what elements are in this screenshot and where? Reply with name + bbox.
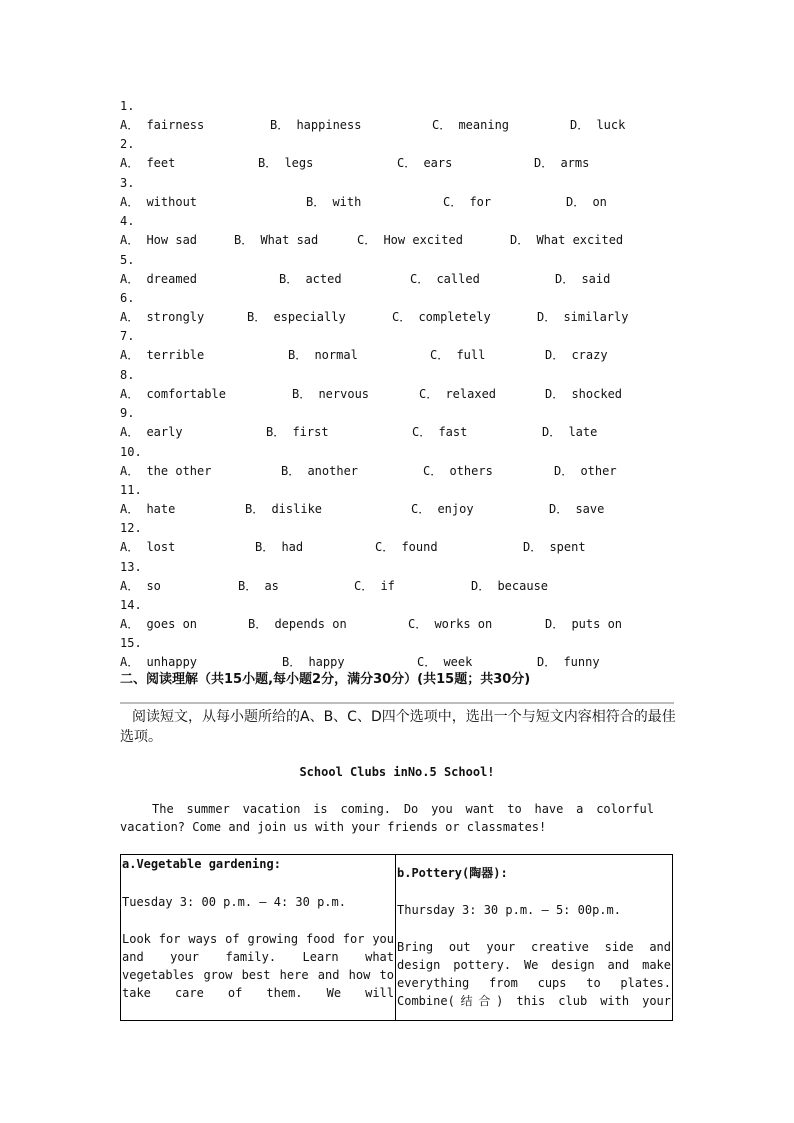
option-a[interactable]: A． comfortable [120,386,226,401]
question-item [120,519,680,557]
option-row [120,615,680,634]
option-row [120,116,680,135]
option-c[interactable]: C． works on [408,617,493,632]
option-d[interactable]: D． because [471,578,549,593]
option-b[interactable]: B． What sad [234,233,319,248]
question-item [120,481,680,519]
option-c[interactable]: C． meaning [432,118,510,132]
question-number: 14. [120,598,142,613]
option-d[interactable]: D． What excited [510,233,624,248]
question-item [120,443,680,481]
question-number: 8. [120,367,135,382]
club-time: Thursday 3: 30 p.m. – 5: 00p.m. [397,903,621,917]
option-c[interactable]: C． fast [412,425,468,440]
option-a[interactable]: A． unhappy [120,655,198,670]
option-b[interactable]: B． especially [247,309,346,324]
option-b[interactable]: B． as [238,578,279,593]
option-c[interactable]: C． ears [397,156,453,171]
club-description: Look for ways of growing food for you and your family. Learn what vegetables grow best here and how to take care of them. We will [122,932,394,1000]
question-item [120,404,680,442]
question-item [120,558,680,596]
question-number: 7. [120,329,135,344]
option-row [120,423,680,442]
question-item [120,251,680,289]
question-item [120,596,680,634]
intro-paragraph: The summer vacation is coming. Do you want to have a colorful vacation? Come and join us with your friends or classmates! [120,802,654,834]
option-a[interactable]: A． without [120,194,198,209]
option-c[interactable]: C． others [423,463,493,478]
option-row [120,538,680,557]
clubs-table [120,854,673,1021]
option-b[interactable]: B． first [266,425,329,440]
option-d[interactable]: D． other [554,463,617,478]
question-number: 4. [120,214,135,229]
option-d[interactable]: D． crazy [545,348,608,363]
option-b[interactable]: B． dislike [245,501,323,516]
option-c[interactable]: C． How excited [357,233,463,248]
option-d[interactable]: D． puts on [545,617,623,632]
option-row [120,154,680,173]
question-number: 5. [120,252,135,267]
table-row [121,855,673,1021]
question-number: 1. [120,99,135,113]
option-a[interactable]: A． goes on [120,617,198,632]
section-divider [120,702,674,704]
option-a[interactable]: A． fairness [120,118,205,132]
option-a[interactable]: A． early [120,425,183,440]
option-d[interactable]: D． save [549,501,605,516]
option-b[interactable]: B． happy [282,655,345,670]
option-a[interactable]: A． so [120,578,161,593]
option-c[interactable]: C． relaxed [419,386,497,401]
option-b[interactable]: B． normal [288,348,358,363]
option-b[interactable]: B． acted [279,271,342,286]
section-heading: 二、阅读理解（共15小题,每小题2分，满分30分）(共15题；共30分) [120,672,531,687]
option-c[interactable]: C． called [410,271,480,286]
option-b[interactable]: B． had [255,540,304,555]
question-item [120,289,680,327]
question-number: 10. [120,444,142,459]
option-row [120,231,680,250]
option-d[interactable]: D． similarly [537,309,629,324]
option-c[interactable]: C． enjoy [411,501,474,516]
option-a[interactable]: A． strongly [120,309,205,324]
club-heading: b.Pottery(陶器): [397,866,508,880]
option-a[interactable]: A． How sad [120,233,198,248]
question-item [120,174,680,212]
question-number: 2. [120,137,135,152]
option-a[interactable]: A． feet [120,156,176,171]
option-a[interactable]: A． the other [120,463,212,478]
club-time: Tuesday 3: 00 p.m. – 4: 30 p.m. [122,895,346,909]
option-b[interactable]: B． another [281,463,359,478]
question-item [120,212,680,250]
option-d[interactable]: D． arms [534,156,590,171]
reading-instructions: 阅读短文，从每小题所给的A、B、C、D四个选项中，选出一个与短文内容相符合的最佳选项。 [120,709,676,745]
question-number: 9. [120,406,135,421]
option-b[interactable]: B． with [306,194,362,209]
option-a[interactable]: A． lost [120,540,176,555]
passage-intro [120,800,654,836]
option-c[interactable]: C． completely [392,309,491,324]
option-d[interactable]: D． shocked [545,386,623,401]
option-a[interactable]: A． terrible [120,348,205,363]
question-item [120,97,680,135]
question-number: 6. [120,290,135,305]
question-number: 11. [120,482,142,497]
option-c[interactable]: C． if [354,578,395,593]
club-cell-vegetable [121,855,396,1021]
question-number: 15. [120,636,142,651]
option-b[interactable]: B． legs [258,156,314,171]
option-c[interactable]: C． week [417,655,473,670]
option-row [120,385,680,404]
question-number: 12. [120,521,142,536]
question-item [120,366,680,404]
option-d[interactable]: D． luck [570,118,626,132]
option-row [120,270,680,289]
option-row [120,308,680,327]
question-item [120,135,680,173]
passage-title: School Clubs inNo.5 School! [299,765,495,779]
option-row [120,462,680,481]
option-a[interactable]: A． dreamed [120,271,198,286]
option-c[interactable]: C． for [443,194,492,209]
option-d[interactable]: D． funny [537,655,600,670]
option-d[interactable]: D． spent [523,540,586,555]
option-b[interactable]: B． nervous [292,386,370,401]
club-description: Bring out your creative side and design pottery. We design and make everything from cups to plates. Combine(结合) this club with your [397,940,671,1008]
question-number: 3. [120,175,135,190]
option-b[interactable]: B． happiness [270,118,362,132]
question-item [120,634,680,672]
question-list [120,97,680,673]
option-row [120,193,680,212]
club-heading: a.Vegetable gardening: [122,857,281,871]
question-item [120,327,680,365]
option-row [120,346,680,365]
option-d[interactable]: D． on [566,194,607,209]
option-c[interactable]: C． found [375,540,438,555]
question-number: 13. [120,559,142,574]
option-row [120,500,680,519]
option-d[interactable]: D． said [555,271,611,286]
option-row [120,577,680,596]
option-b[interactable]: B． depends on [248,617,347,632]
option-a[interactable]: A． hate [120,501,176,516]
option-c[interactable]: C． full [430,348,486,363]
option-d[interactable]: D． late [542,425,598,440]
club-cell-pottery [396,855,673,1021]
